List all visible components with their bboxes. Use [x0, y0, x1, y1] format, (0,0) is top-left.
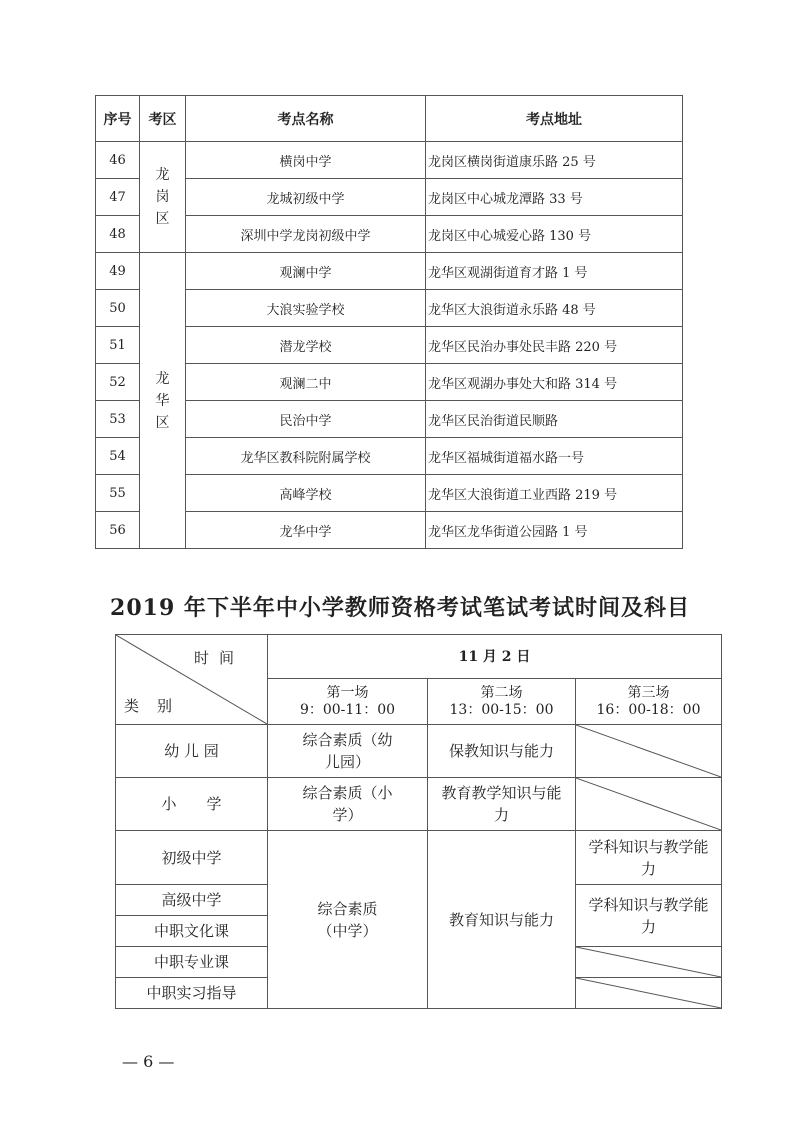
row-no: 48: [96, 216, 140, 253]
kindergarten-session-1-text: 综合素质（幼儿园）: [302, 731, 393, 771]
site-address: 龙岗区横岗街道康乐路 25 号: [426, 142, 683, 179]
row-no: 46: [96, 142, 140, 179]
row-no: 51: [96, 327, 140, 364]
empty-cell: [576, 978, 722, 1009]
session-1-time: 9：00-11：00: [299, 701, 396, 718]
middle-session-3-text: 学科知识与教学能力: [588, 837, 709, 878]
page-number: — 6 —: [122, 1052, 175, 1071]
exam-date: 11 月 2 日: [268, 635, 722, 679]
site-name: 深圳中学龙岗初级中学: [186, 216, 426, 253]
table-header-row: [96, 96, 683, 142]
empty-cell: [576, 725, 722, 778]
site-name: 潜龙学校: [186, 327, 426, 364]
site-name: 龙华区教科院附属学校: [186, 438, 426, 475]
high-session-3: [576, 885, 722, 947]
session-1-name: 第一场: [326, 684, 369, 701]
session-2: [428, 679, 576, 725]
site-address: 龙华区龙华街道公园路 1 号: [426, 512, 683, 549]
category-vocational-professional: 中职专业课: [116, 947, 268, 978]
category-middle-school: 初级中学: [116, 831, 268, 885]
row-no: 54: [96, 438, 140, 475]
session-2-name: 第二场: [480, 684, 523, 701]
empty-cell: [576, 778, 722, 831]
exam-site-table: [95, 95, 683, 549]
table-row: [96, 142, 683, 179]
row-no: 53: [96, 401, 140, 438]
category-vocational-culture: 中职文化课: [116, 916, 268, 947]
row-no: 56: [96, 512, 140, 549]
site-address: 龙岗区中心城龙潭路 33 号: [426, 179, 683, 216]
site-address: 龙华区民治街道民顺路: [426, 401, 683, 438]
site-address: 龙岗区中心城爱心路 130 号: [426, 216, 683, 253]
exam-schedule-table: [115, 634, 722, 1009]
row-no: 49: [96, 253, 140, 290]
table-row: [96, 253, 683, 290]
table-row: [116, 725, 722, 778]
district-char: 岗: [155, 189, 170, 205]
district-longgang: [140, 142, 186, 253]
header-category-label: 类别: [124, 697, 191, 715]
site-name: 民治中学: [186, 401, 426, 438]
category-high-school: 高级中学: [116, 885, 268, 916]
diagonal-line: [576, 947, 721, 977]
secondary-session-2: 教育知识与能力: [428, 831, 576, 1009]
site-address: 龙华区观湖办事处大和路 314 号: [426, 364, 683, 401]
site-name: 龙华中学: [186, 512, 426, 549]
kindergarten-session-2: 保教知识与能力: [428, 725, 576, 778]
secondary-session-1: [268, 831, 428, 1009]
empty-cell: [576, 947, 722, 978]
diagonal-header-cell: [116, 635, 268, 725]
diagonal-line: [576, 725, 721, 777]
primary-session-1: [268, 778, 428, 831]
header-site-address: 考点地址: [426, 96, 683, 142]
header-site-name: 考点名称: [186, 96, 426, 142]
session-3: [576, 679, 722, 725]
site-address: 龙华区民治办事处民丰路 220 号: [426, 327, 683, 364]
diagonal-line: [576, 978, 721, 1008]
site-name: 观澜中学: [186, 253, 426, 290]
session-3-name: 第三场: [627, 684, 670, 701]
category-kindergarten: 幼 儿 园: [116, 725, 268, 778]
district-char: 华: [155, 392, 170, 409]
primary-session-2-text: 教育教学知识与能力: [441, 784, 562, 824]
district-longhua: [140, 253, 186, 549]
site-address: 龙华区观湖街道育才路 1 号: [426, 253, 683, 290]
category-vocational-internship: 中职实习指导: [116, 978, 268, 1009]
row-no: 55: [96, 475, 140, 512]
site-address: 龙华区大浪街道永乐路 48 号: [426, 290, 683, 327]
header-time-label: 时间: [194, 649, 245, 667]
session-3-time: 16：00-18：00: [596, 701, 701, 718]
high-session-3-text: 学科知识与教学能力: [588, 895, 709, 936]
schedule-header-row: [116, 635, 722, 679]
site-name: 大浪实验学校: [186, 290, 426, 327]
table-row: [116, 778, 722, 831]
session-1: [268, 679, 428, 725]
site-name: 龙城初级中学: [186, 179, 426, 216]
site-name: 横岗中学: [186, 142, 426, 179]
diagonal-line: [576, 778, 721, 830]
district-char: 龙: [155, 167, 170, 183]
header-no: 序号: [96, 96, 140, 142]
secondary-session-1-text: 综合素质（中学）: [317, 899, 378, 940]
table-row: [116, 831, 722, 885]
row-no: 52: [96, 364, 140, 401]
header-district: 考区: [140, 96, 186, 142]
schedule-title: 2019 年下半年中小学教师资格考试笔试考试时间及科目: [110, 595, 690, 621]
primary-session-1-text: 综合素质（小学）: [302, 784, 393, 824]
middle-session-3: [576, 831, 722, 885]
session-2-time: 13：00-15：00: [449, 701, 554, 718]
site-name: 观澜二中: [186, 364, 426, 401]
district-char: 区: [155, 414, 170, 431]
primary-session-2: [428, 778, 576, 831]
row-no: 47: [96, 179, 140, 216]
category-primary: 小 学: [116, 778, 268, 831]
district-char: 龙: [155, 370, 170, 387]
site-name: 高峰学校: [186, 475, 426, 512]
kindergarten-session-1: [268, 725, 428, 778]
district-char: 区: [155, 211, 170, 227]
row-no: 50: [96, 290, 140, 327]
site-address: 龙华区福城街道福水路一号: [426, 438, 683, 475]
site-address: 龙华区大浪街道工业西路 219 号: [426, 475, 683, 512]
